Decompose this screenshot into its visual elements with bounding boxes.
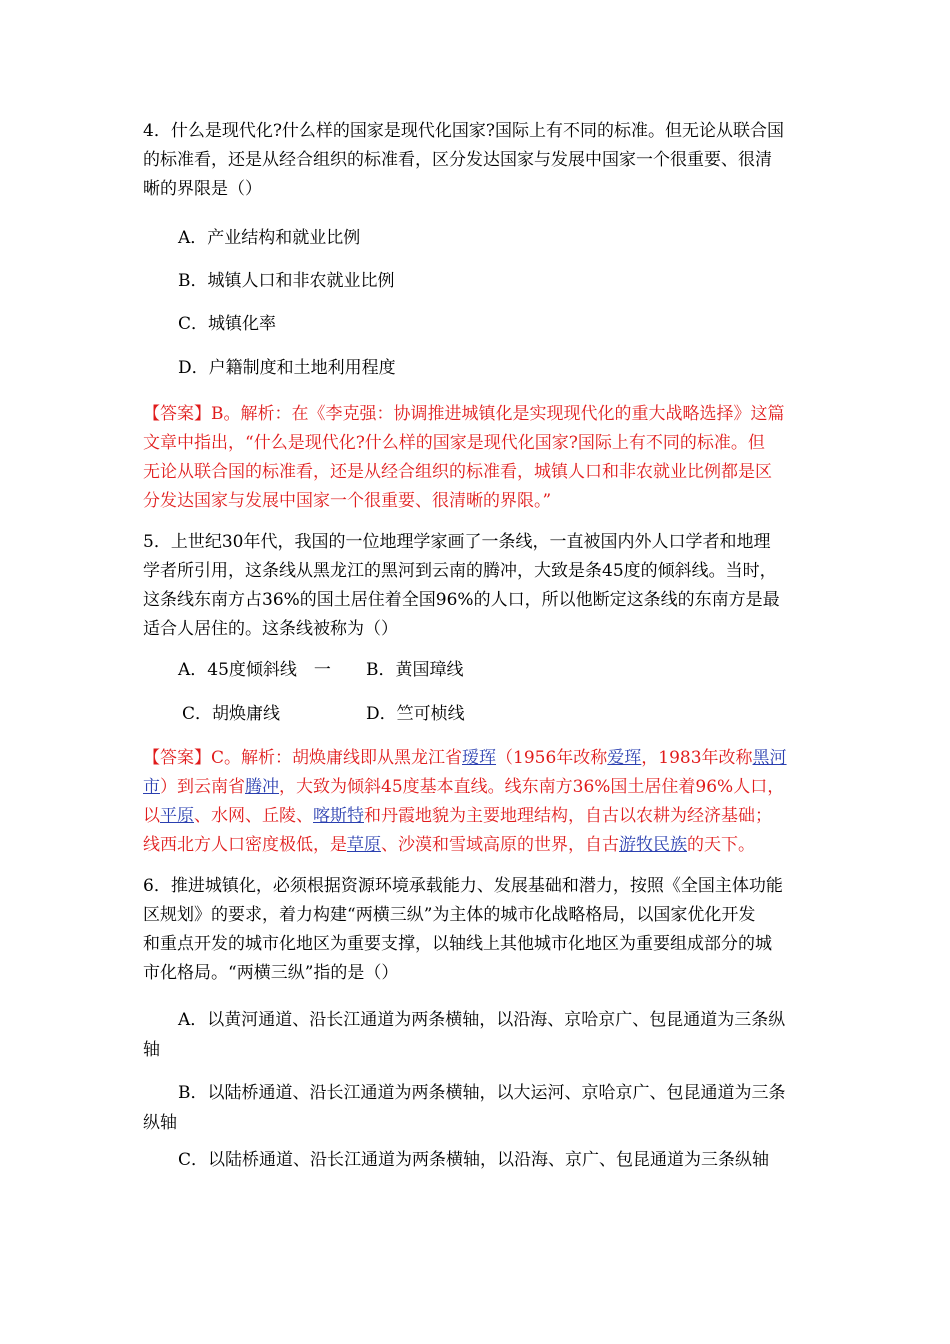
text-line: 分发达国家与发展中国家一个很重要、很清晰的界限。” — [143, 491, 552, 511]
q6-option-a: A．以黄河通道、沿长江通道为两条横轴，以沿海、京哈京广、包昆通道为三条纵 轴 — [143, 1010, 786, 1060]
text-line: 6．推进城镇化，必须根据资源环境承载能力、发展基础和潜力，按照《全国主体功能 — [143, 876, 783, 896]
q4-option-a: A．产业结构和就业比例 — [178, 228, 361, 248]
link-nomadic[interactable]: 游牧民族 — [619, 835, 687, 855]
text-line: 【答案】C。解析：胡焕庸线即从黑龙江省瑷珲（1956年改称爱珲，1983年改称黑河 — [143, 748, 787, 768]
text-line: 线西北方人口密度极低，是草原、沙漠和雪域高原的世界，自古游牧民族的天下。 — [143, 835, 755, 855]
link-tengchong[interactable]: 腾冲 — [245, 777, 279, 797]
text-line: 文章中指出，“什么是现代化?什么样的国家是现代化国家?国际上有不同的标准。但 — [143, 433, 765, 453]
text-line: 的标准看，还是从经合组织的标准看，区分发达国家与发展中国家一个很重要、很清 — [143, 150, 772, 170]
text-line: 市化格局。“两横三纵”指的是（） — [143, 963, 399, 983]
link-caoyuan[interactable]: 草原 — [347, 835, 381, 855]
question-6-stem — [143, 872, 813, 988]
q6-option-c: C．以陆桥通道、沿长江通道为两条横轴，以沿海、京广、包昆通道为三条纵轴 — [178, 1150, 770, 1170]
text-line: 晰的界限是（） — [143, 179, 262, 199]
text-line: 这条线东南方占36%的国土居住着全国96%的人口，所以他断定这条线的东南方是最 — [143, 590, 780, 610]
text-line: 区规划》的要求，着力构建“两横三纵”为主体的城市化战略格局，以国家优化开发 — [143, 905, 756, 925]
question-4-stem — [143, 117, 813, 204]
link-heihe[interactable]: 黑河 — [752, 748, 787, 768]
q5-option-b: B．黄国璋线 — [366, 660, 464, 680]
link-pingyuan[interactable]: 平原 — [160, 806, 194, 826]
text-line: 学者所引用，这条线从黑龙江的黑河到云南的腾冲，大致是条45度的倾斜线。当时， — [143, 561, 777, 581]
text-line: 和重点开发的城市化地区为重要支撑，以轴线上其他城市化地区为重要组成部分的城 — [143, 934, 772, 954]
text-line: 4．什么是现代化?什么样的国家是现代化国家?国际上有不同的标准。但无论从联合国 — [143, 121, 785, 141]
q5-option-a: A．45度倾斜线 一 — [178, 660, 331, 680]
text-line: 无论从联合国的标准看，还是从经合组织的标准看，城镇人口和非农就业比例都是区 — [143, 462, 772, 482]
link-aihui[interactable]: 爱珲 — [607, 748, 642, 768]
link-karst[interactable]: 喀斯特 — [313, 806, 364, 826]
q5-option-c: C．胡焕庸线 — [182, 704, 281, 724]
question-5-stem — [143, 528, 813, 644]
q4-option-c: C．城镇化率 — [178, 314, 277, 334]
q5-option-d: D．竺可桢线 — [366, 704, 465, 724]
text-line: 适合人居住的。这条线被称为（） — [143, 619, 398, 639]
q4-option-b: B．城镇人口和非农就业比例 — [178, 271, 395, 291]
link-heihe-shi[interactable]: 市 — [143, 777, 160, 797]
q4-answer — [143, 400, 813, 516]
text-line: 【答案】B。解析：在《李克强：协调推进城镇化是实现现代化的重大战略选择》这篇 — [143, 404, 785, 424]
text-line: 市）到云南省腾冲，大致为倾斜45度基本直线。线东南方36%国土居住着96%人口， — [143, 777, 785, 797]
q5-answer — [143, 744, 813, 860]
q4-option-d: D．户籍制度和土地利用程度 — [178, 358, 396, 378]
q6-option-b: B．以陆桥通道、沿长江通道为两条横轴，以大运河、京哈京广、包昆通道为三条 纵轴 — [143, 1083, 786, 1133]
link-aihun[interactable]: 瑷珲 — [462, 748, 497, 768]
text-line: 5．上世纪30年代，我国的一位地理学家画了一条线，一直被国内外人口学者和地理 — [143, 532, 771, 552]
text-line: 以平原、水网、丘陵、喀斯特和丹霞地貌为主要地理结构，自古以农耕为经济基础； — [143, 806, 772, 826]
